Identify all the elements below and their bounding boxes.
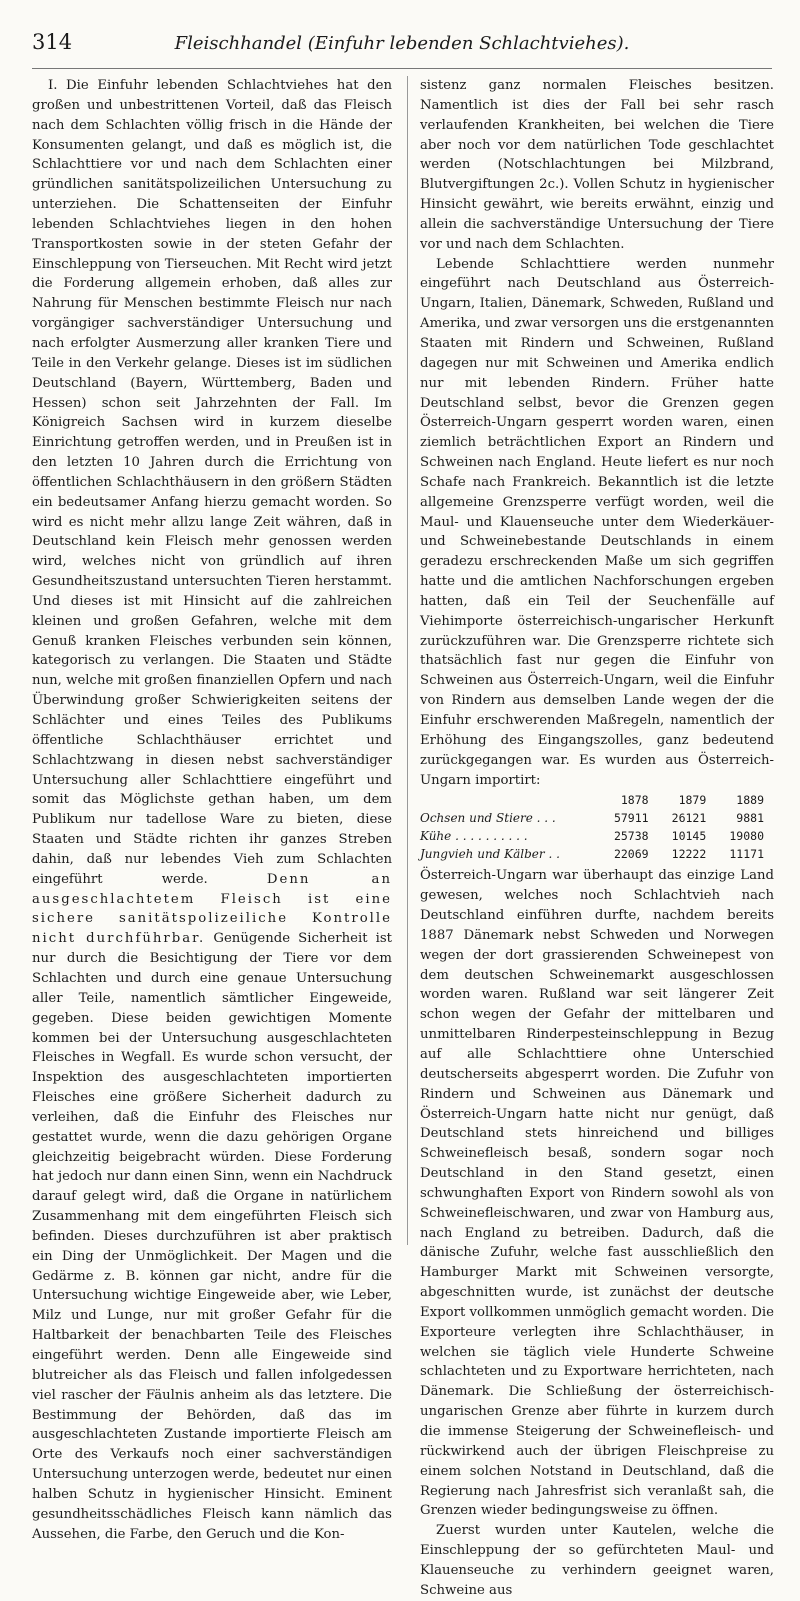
left-column bbox=[32, 76, 392, 1544]
table-corner bbox=[420, 791, 601, 809]
table-row bbox=[420, 809, 774, 827]
right-paragraph-3: Österreich-Ungarn war überhaupt das einzige Land gewesen, welches noch Schlachtvieh nach Deutschland einführen durfte, nachdem bereits 1887 Dänemark nebst Schweden und Norwegen wegen der dort grassierenden Schweinepest von dem deutschen Schweinemarkt ausgeschlossen worden waren. Rußland war seit längerer Zeit schon wegen der Gefahr der mittelbaren und unmittelbaren Rinderpesteinschleppung in Bezug auf alle Schlachttiere ohne Unterschied deutscherseits abgesperrt worden. Die Zufuhr von Rindern und Schweinen aus Dänemark und Österreich-Ungarn hatte nicht nur genügt, daß Deutschland stets hinreichend und billiges Schweinefleisch besaß, sondern sogar noch Deutschland in den Stand gesetzt, einen schwunghaften Export von Rindern sowohl als von Schweinefleischwaren, und zwar von Hamburg aus, nach England zu betreiben. Dadurch, daß die dänische Zufuhr, welche fast ausschließlich den Hamburger Markt mit Schweinen versorgte, abgeschnitten wurde, ist zunächst der deutsche Export vollkommen unmöglich gemacht worden. Die Exporteure verlegten ihre Schlachthäuser, in welchen sie täglich viele Hunderte Schweine schlachteten und zu Exportware herrichteten, nach Dänemark. Die Schließung der österreichisch-ungarischen Grenze aber führte in kurzem durch die immense Steigerung der Schweinefleisch- und rückwirkend auch der übrigen Fleischpreise zu einem solchen Notstand in Deutschland, daß die Regierung nach Jahresfrist sich veranlaßt sah, die Grenzen wieder bedingungsweise zu öffnen. bbox=[420, 868, 774, 1519]
page-number: 314 bbox=[32, 30, 73, 54]
table-header-row bbox=[420, 791, 774, 809]
left-paragraph bbox=[32, 76, 392, 1544]
column-divider bbox=[407, 76, 408, 1245]
row-label: Ochsen und Stiere . . . bbox=[420, 811, 556, 826]
table-cell: 19080 bbox=[729, 829, 764, 844]
row-label: Jungvieh und Kälber . . bbox=[420, 847, 560, 862]
emphasis-spaced: Denn an ausgeschlachtetem Fleisch ist eine sichere sanitätspolizeiliche Kontrolle nicht durchführbar. bbox=[32, 871, 392, 947]
running-title: Fleischhandel (Einfuhr lebenden Schlachtviehes). bbox=[174, 33, 630, 54]
table-cell: 9881 bbox=[736, 811, 764, 826]
table-cell: 57911 bbox=[613, 811, 649, 826]
year-header: 1878 bbox=[620, 793, 649, 808]
year-header: 1879 bbox=[678, 793, 707, 808]
right-paragraph-2: Lebende Schlachttiere werden nunmehr eingeführt nach Deutschland aus Österreich-Ungarn, Italien, Dänemark, Schweden, Rußland und Amerika, und zwar versorgen uns die erstgenannten Staaten mit Rindern und Schweinen, Rußland dagegen nur mit Schweinen und Amerika endlich nur mit lebenden Rindern. Früher hatte Deutschland selbst, bevor die Grenzen gegen Österreich-Ungarn gesperrt worden waren, einen ziemlich beträchtlichen Export an Rindern und Schweinen nach England. Heute liefert es nur noch Schafe nach Frankreich. Bekanntlich ist die letzte allgemeine Grenzsperre verfügt worden, weil die Maul- und Klauenseuche unter dem Wiederkäuer- und Schweinebestande Deutschlands in einem geradezu erschreckenden Maße um sich gegriffen hatte und die amtlichen Nachforschungen ergeben hatten, daß ein Teil der Seuchenfälle auf Viehimporte österreichisch-ungarischer Herkunft zurückzuführen war. Die Grenzsperre richtete sich thatsächlich fast nur gegen die Einfuhr von Schweinen aus Österreich-Ungarn, weil die Einfuhr von Rindern aus demselben Lande wegen der die Einfuhr erschwerenden Maßregeln, namentlich der Erhöhung des Eingangszolles, ganz bedeutend zurückgegangen war. Es wurden aus Österreich-Ungarn importirt: bbox=[420, 256, 774, 788]
table-cell: 11171 bbox=[729, 847, 764, 862]
table-cell: 12222 bbox=[671, 847, 707, 862]
header-rule bbox=[32, 68, 772, 69]
right-paragraph-1: sistenz ganz normalen Fleisches besitzen. Namentlich ist dies der Fall bei sehr rasch verlaufenden Krankheiten, bei welchen die Tiere aber noch vor dem natürlichen Tode geschlachtet werden (Notschlachtungen bei Milzbrand, Blutvergiftungen 2c.). Vollen Schutz in hygienischer Hinsicht gewährt, wie bereits erwähnt, einzig und allein die sachverständige Untersuchung der Tiere vor und nach dem Schlachten. bbox=[420, 78, 774, 252]
year-header: 1889 bbox=[736, 793, 764, 808]
right-column bbox=[420, 76, 774, 1601]
table-row bbox=[420, 827, 774, 845]
table-row bbox=[420, 845, 774, 863]
import-table bbox=[420, 791, 774, 863]
table-cell: 26121 bbox=[671, 811, 707, 826]
table-cell: 10145 bbox=[671, 829, 707, 844]
row-label: Kühe . . . . . . . . . . bbox=[420, 829, 528, 844]
table-cell: 22069 bbox=[613, 847, 649, 862]
left-text-2: Genügende Sicherheit ist nur durch die Besichtigung der Tiere vor dem Schlachten und durch eine genaue Untersuchung aller Teile, namentlich sämtlicher Eingeweide, gegeben. Diese beiden gewichtigen Momente kommen bei der Untersuchung ausgeschlachteten Fleisches in Wegfall. Es wurde schon versucht, der Inspektion des ausgeschlachteten importierten Fleisches eine größere Sicherheit dadurch zu verleihen, daß die Einfuhr des Fleisches nur gestattet wurde, wenn die dazu gehörigen Organe gleichzeitig beigebracht würden. Diese Forderung hat jedoch nur dann einen Sinn, wenn ein Nachdruck darauf gelegt wird, daß die Organe in natürlichem Zusammenhang mit dem eingeführten Fleisch sich befinden. Dieses durchzuführen ist aber praktisch ein Ding der Unmöglichkeit. Der Magen und die Gedärme z. B. können gar nicht, andre für die Untersuchung wichtige Eingeweide aber, wie Leber, Milz und Lunge, nur mit großer Gefahr für die Haltbarkeit der benachbarten Teile des Fleisches eingeführt werden. Denn alle Eingeweide sind blutreicher als das Fleisch und fallen infolgedessen viel rascher der Fäulnis anheim als das letztere. Die Bestimmung der Behörden, daß das im ausgeschlachteten Zustande importierte Fleisch am Orte des Verkaufs noch einer sachverständigen Untersuchung unterzogen werde, bedeutet nur einen halben Schutz in hygienischer Hinsicht. Eminent gesundheitsschädliches Fleisch kann nämlich das Aussehen, die Farbe, den Geruch und die Kon- bbox=[32, 931, 393, 1542]
running-header bbox=[32, 30, 772, 72]
right-paragraph-4: Zuerst wurden unter Kautelen, welche die Einschleppung der so gefürchteten Maul- und Klauenseuche zu verhindern geeignet waren, Schweine aus bbox=[420, 1523, 774, 1598]
left-text-1: I. Die Einfuhr lebenden Schlachtviehes hat den großen und unbestrittenen Vorteil, daß das Fleisch nach dem Schlachten völlig frisch in die Hände der Konsumenten gelangt, und daß es möglich ist, die Schlachttiere vor und nach dem Schlachten einer gründlichen sanitätspolizeilichen Untersuchung zu unterziehen. Die Schattenseiten der Einfuhr lebenden Schlachtviehes liegen in den hohen Transportkosten sowie in der steten Gefahr der Einschleppung von Tierseuchen. Mit Recht wird jetzt die Forderung allgemein erhoben, daß alles zur Nahrung für Menschen bestimmte Fleisch nur nach vorgängiger sachverständiger Untersuchung und nach erfolgter Ausmerzung aller kranken Tiere und Teile in den Verkehr gelange. Dieses ist im südlichen Deutschland (Bayern, Württemberg, Baden und Hessen) schon seit Jahrzehnten der Fall. Im Königreich Sachsen wird in kurzem dieselbe Einrichtung getroffen werden, und in Preußen ist in den letzten 10 Jahren durch die Errichtung von öffentlichen Schlachthäusern in den größern Städten ein bedeutsamer Anfang hierzu gemacht worden. So wird es nicht mehr allzu lange Zeit währen, daß in Deutschland kein Fleisch mehr genossen werden wird, welches nicht von gründlich auf ihren Gesundheitszustand untersuchten Tieren herstammt. Und dieses ist mit Hinsicht auf die zahlreichen kleinen und großen Gefahren, welche mit dem Genuß kranken Fleisches verbunden sein können, kategorisch zu verlangen. Die Staaten und Städte nun, welche mit großen finanziellen Opfern und nach Überwindung großer Schwierigkeiten seitens der Schlächter und eines Teiles des Publikums öffentliche Schlachthäuser errichtet und Schlachtzwang in diesen nebst sachverständiger Untersuchung aller Schlachttiere eingeführt und somit das Möglichste gethan haben, um dem Publikum nur tadellose Ware zu bieten, diese Staaten und Städte richten ihr ganzes Streben dahin, daß nur lebendes Vieh zum Schlachten eingeführt werde. bbox=[32, 78, 392, 887]
table-cell: 25738 bbox=[613, 829, 649, 844]
